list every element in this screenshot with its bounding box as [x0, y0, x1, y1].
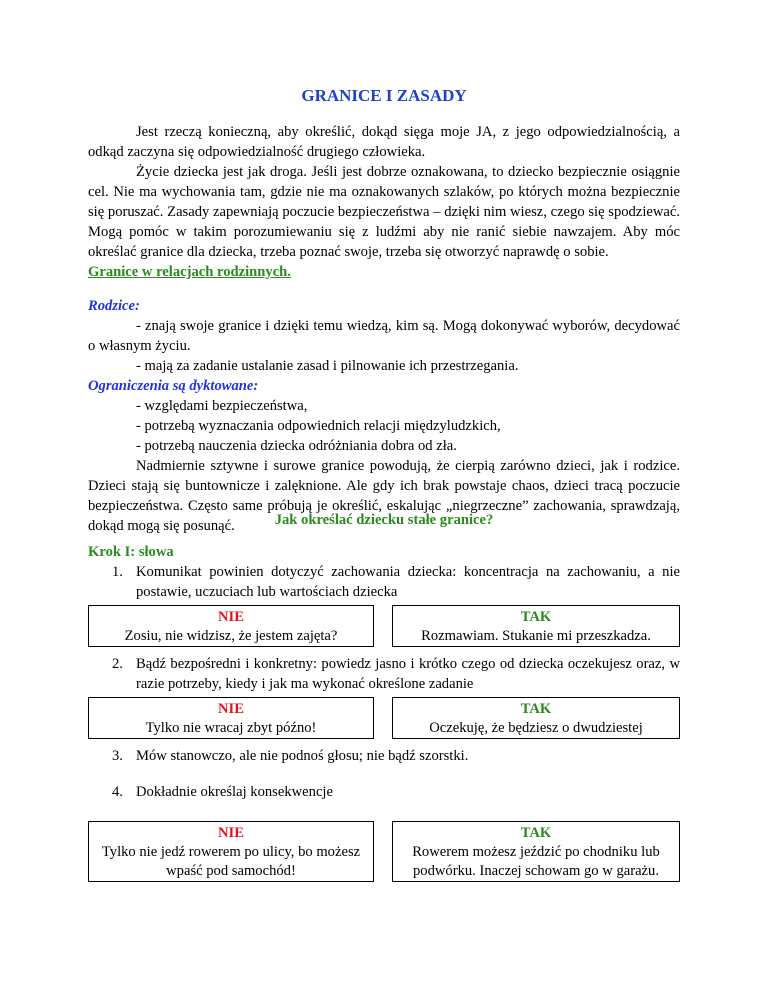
krok-label: Krok I: słowa: [88, 544, 174, 560]
tak-label: TAK: [520, 701, 552, 717]
example-tak-box: [392, 697, 680, 739]
tak-example-text: Rozmawiam. Stukanie mi przeszkadza.: [421, 628, 651, 644]
nie-label: NIE: [218, 701, 244, 717]
tak-example-text: Rowerem możesz jeździć po chodniku lub podwórku. Inaczej schowam go w garażu.: [412, 844, 660, 879]
example-tak-box: [392, 821, 680, 882]
ograniczenia-label: Ograniczenia są dyktowane:: [88, 378, 259, 394]
tak-example-text: Oczekuję, że będziesz o dwudziestej: [429, 720, 643, 736]
ograniczenia-item: - potrzebą wyznaczania odpowiednich relacji międzyludzkich,: [136, 418, 501, 434]
numbered-point: [112, 782, 680, 802]
example-nie-box: [88, 605, 374, 647]
example-tak-box: [392, 605, 680, 647]
rodzice-label: Rodzice:: [88, 298, 140, 314]
tak-label: TAK: [520, 825, 552, 841]
example-nie-box: [88, 697, 374, 739]
point-number: 1.: [112, 564, 123, 580]
point-text: Dokładnie określaj konsekwencje: [136, 784, 333, 800]
nie-label: NIE: [218, 825, 244, 841]
point-text: Mów stanowczo, ale nie podnoś głosu; nie bądź szorstki.: [136, 748, 469, 764]
intro-paragraph-2: Życie dziecka jest jak droga. Jeśli jest dobrze oznakowana, to dziecko bezpiecznie osiągnie cel. Nie ma wychowania tam, gdzie nie ma oznakowanych szlaków, po których można bezpiecznie się poruszać. Zasady zapewniają poczucie bezpieczeństwa – dzięki nim wiesz, czego się spodziewać. Mogą pomóc w takim porozumiewaniu się z ludźmi aby nie ranić siebie nawzajem. Aby móc określać granice dla dziecka, trzeba poznać swoje, trzeba się otworzyć naprawdę o sobie.: [88, 164, 680, 260]
example-nie-box: [88, 821, 374, 882]
ograniczenia-paragraph: Nadmiernie sztywne i surowe granice powodują, że cierpią zarówno dzieci, jak i rodzice. Dzieci stają się buntownicze i zalęknione. Ale gdy ich brak powstaje chaos, dzieci tracą poczucie bezpieczeństwa. Często same próbują je określić, eskalując „niegrzeczne” zachowania, sprawdzają, dokąd mogą się posunąć.: [88, 458, 680, 534]
point-number: 3.: [112, 748, 123, 764]
ograniczenia-item: - potrzebą nauczenia dziecka odróżniania dobra od zła.: [136, 438, 457, 454]
numbered-point: [112, 562, 680, 602]
point-number: 2.: [112, 656, 123, 672]
nie-example-text: Zosiu, nie widzisz, że jestem zajęta?: [124, 628, 338, 644]
intro-paragraph-1: Jest rzeczą konieczną, aby określić, dokąd sięga moje JA, z jego odpowiedzialnością, a odkąd zaczyna się odpowiedzialność drugiego człowieka.: [88, 124, 680, 160]
section-heading: Granice w relacjach rodzinnych.: [88, 264, 291, 280]
rodzice-line-1: - znają swoje granice i dzięki temu wiedzą, kim są. Mogą dokonywać wyborów, decydować o własnym życiu.: [88, 318, 680, 354]
ograniczenia-item: - względami bezpieczeństwa,: [136, 398, 308, 414]
rodzice-line-2: - mają za zadanie ustalanie zasad i pilnowanie ich przestrzegania.: [136, 358, 519, 374]
tak-label: TAK: [520, 609, 552, 625]
point-number: 4.: [112, 784, 123, 800]
nie-label: NIE: [218, 609, 244, 625]
nie-example-text: Tylko nie wracaj zbyt późno!: [145, 720, 317, 736]
point-text: Komunikat powinien dotyczyć zachowania dziecka: koncentracja na zachowaniu, a nie postawie, uczuciach lub wartościach dziecka: [136, 564, 680, 600]
numbered-point: [112, 746, 680, 766]
nie-example-text: Tylko nie jedź rowerem po ulicy, bo możesz wpaść pod samochód!: [101, 844, 361, 879]
page-title: GRANICE I ZASADY: [301, 86, 467, 105]
numbered-point: [112, 654, 680, 694]
point-text: Bądź bezpośredni i konkretny: powiedz jasno i krótko czego od dziecka oczekujesz oraz, w razie potrzeby, kiedy i jak ma wykonać określone zadanie: [136, 656, 680, 692]
subheading: Jak określać dziecku stałe granice?: [274, 512, 494, 528]
